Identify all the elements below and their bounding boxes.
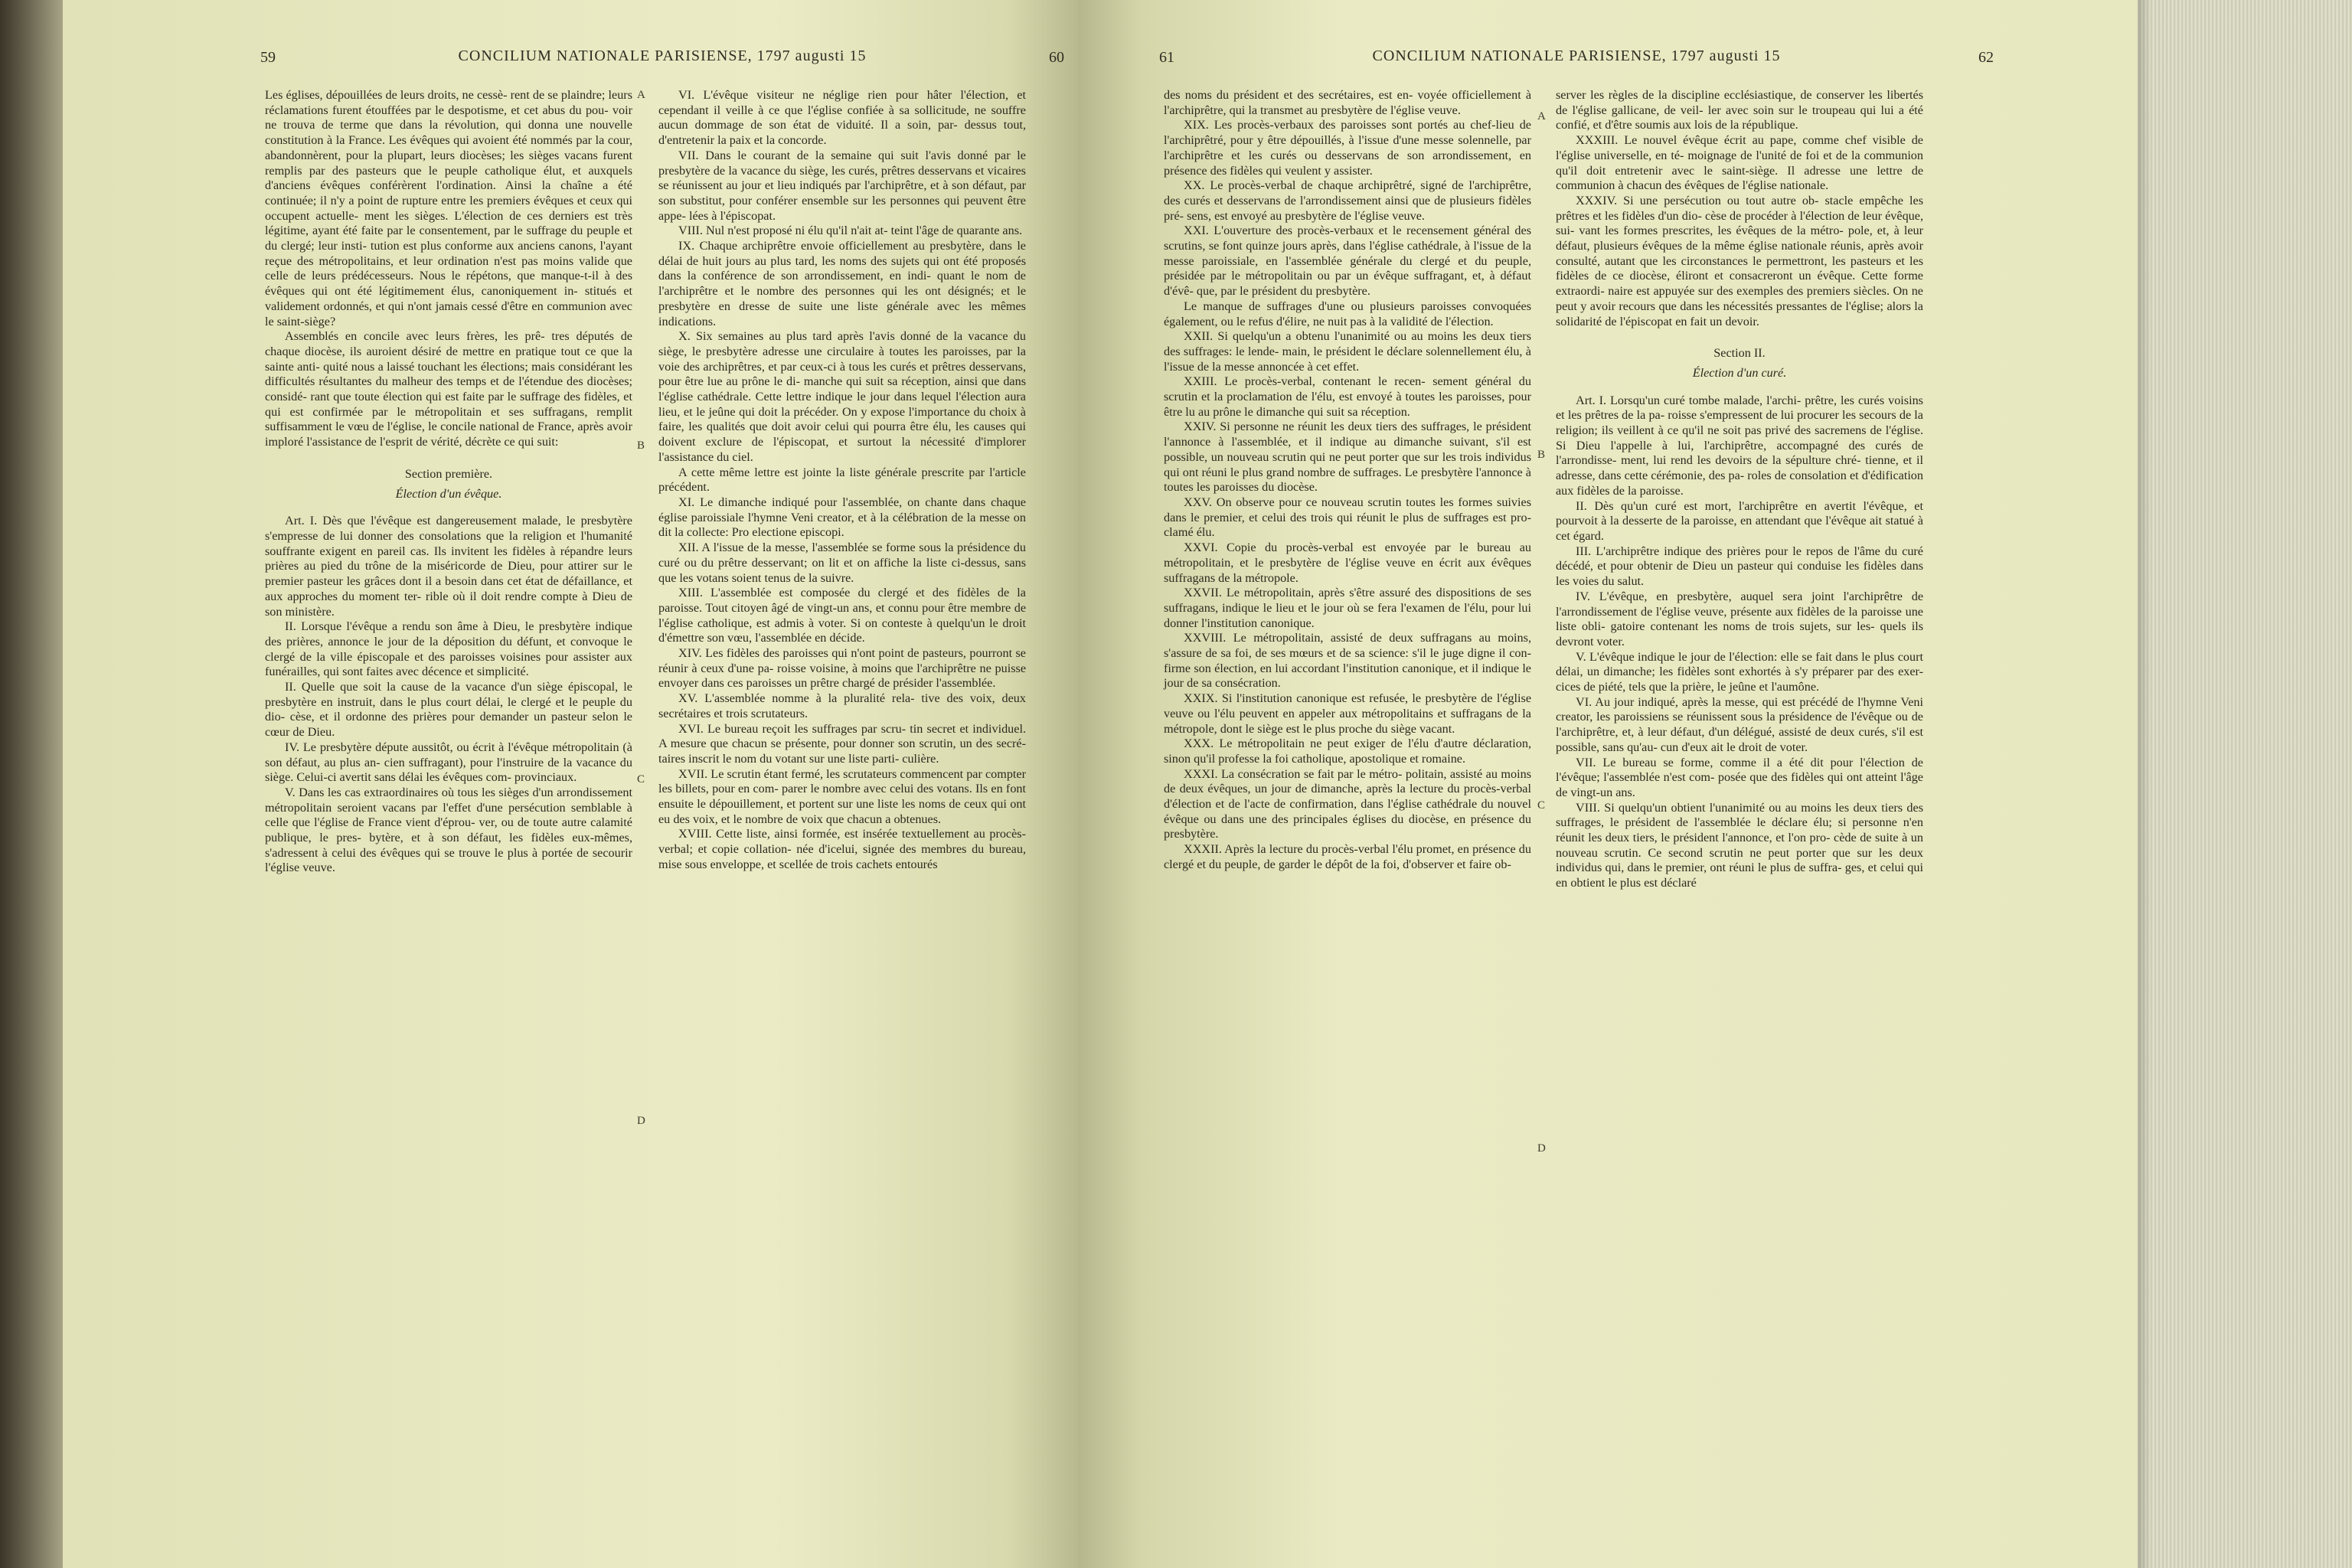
section-subtitle: Élection d'un évêque. <box>395 486 502 501</box>
article: IX. Chaque archiprêtre envoie officiellement au presbytère, dans le délai de huit jours au plus tard, les noms des sujets qui ont été proposés dans la conférence de son arrondissement, en indi- quant le nom de l'archiprêtre et le nombre des personnes qui les ont désignés; et le presbytère en dresse de suite une liste générale avec les mêmes indications. <box>658 239 1026 328</box>
book-left-edge <box>0 0 63 1568</box>
section-subtitle: Élection d'un curé. <box>1692 365 1787 380</box>
article: A cette même lettre est jointe la liste générale prescrite par l'article précédent. <box>658 465 1026 495</box>
article: Art. I. Lorsqu'un curé tombe malade, l'archi- prêtre, les curés voisins et les prêtres de la pa- roisse s'empressent de lui procurer les secours de la religion; ils veillent à ce qu'il ne soit pas privé des sacremens de l'église. Si Dieu l'appelle à lui, l'archiprêtre, accompagné des curés de l'arrondisse- ment, lui rend les devoirs de la sépulture chré- tienne, et il adresse, dans cette cérémonie, des pa- roles de consolation et d'édification aux fidèles de la paroisse. <box>1556 393 1923 498</box>
page-number: 62 <box>1978 49 1994 66</box>
page-stack-edge <box>2138 0 2352 1568</box>
margin-marker: A <box>1537 110 1546 122</box>
article: VI. L'évêque visiteur ne néglige rien pour hâter l'élection, et cependant il veille à ce que l'église confiée à sa sollicitude, ne souffre aucun dommage de son état de viduité. Il a soin, par- dessus tout, d'entretenir la paix et la concorde. <box>658 88 1026 148</box>
article: II. Quelle que soit la cause de la vacance d'un siège épiscopal, le presbytère en instruit, dans le plus court délai, le clergé et le peuple du dio- cèse, et il ordonne des prières pour demander un pasteur selon le cœur de Dieu. <box>265 680 632 740</box>
margin-marker: B <box>1537 449 1546 461</box>
margin-marker: C <box>637 773 645 786</box>
page-stack-shadow <box>2138 0 2151 1568</box>
page-number: 59 <box>260 49 276 66</box>
text-column-1 <box>265 88 632 876</box>
article: XXVIII. Le métropolitain, assisté de deux suffragans au moins, s'assure de sa foi, de ses mœurs et de sa science: s'il le juge digne il con- firme son élection, en lui accordant l'institution canonique, et il indique le jour de sa consécration. <box>1164 631 1531 691</box>
article: XXXI. La consécration se fait par le métro- politain, assisté au moins de deux évêques, un jour de dimanche, après la lecture du procès-verbal d'élection et de l'acte de confirmation, dans l'église cathédrale du nouvel évêque ou dans une des principales églises du diocèse, en présence du presbytère. <box>1164 766 1531 841</box>
article: VI. Au jour indiqué, après la messe, qui est précédé de l'hymne Veni creator, les paroissiens se réunissent sous la présidence de l'évêque ou de l'archiprêtre, et, à leur défaut, d'un délégué, assisté de deux curés, s'il est possible, sans qu'au- cun d'eux ait le droit de voter. <box>1556 694 1923 754</box>
article: XXIX. Si l'institution canonique est refusée, le presbytère de l'église veuve ou l'élu peuvent en appeler aux métropolitains et suffragans de la métropole, dont le siège est le plus proche du siège vacant. <box>1164 691 1531 736</box>
running-head-left <box>260 47 1064 78</box>
paragraph: XXXIII. Le nouvel évêque écrit au pape, comme chef visible de l'église universelle, en té- moignage de l'unité de foi et de la communion qu'il doit entretenir avec le saint-siège. Il adresse une lettre de communion à chacun des évêques de l'église nationale. <box>1556 133 1923 193</box>
article: XIII. L'assemblée est composée du clergé et des fidèles de la paroisse. Tout citoyen âgé de vingt-un ans, et connu pour être membre de l'église catholique, est admis à voter. Si on conteste à quelqu'un le droit d'émettre son vœu, l'assemblée en décide. <box>658 586 1026 645</box>
article: XXIII. Le procès-verbal, contenant le recen- sement général du scrutin et la proclamation de l'élu, est envoyé à toutes les paroisses, pour être lu au prône le dimanche qui suit sa réception. <box>1164 374 1531 419</box>
article: des noms du président et des secrétaires, est en- voyée officiellement à l'archiprêtre, qui la transmet au presbytère de l'église veuve. <box>1164 88 1531 117</box>
text-column-1 <box>1164 88 1531 873</box>
margin-marker: B <box>637 439 645 452</box>
text-column-2 <box>658 88 1026 873</box>
margin-marker: C <box>1537 799 1546 812</box>
article: XV. L'assemblée nomme à la pluralité rela- tive des voix, deux secrétaires et trois scrutateurs. <box>658 691 1026 720</box>
article: XII. A l'issue de la messe, l'assemblée se forme sous la présidence du curé ou du prêtre desservant; on lit et on affiche la liste ci-dessus, sans que les votans soient tenus de la suivre. <box>658 541 1026 585</box>
article: II. Dès qu'un curé est mort, l'archiprêtre en avertit l'évêque, et pourvoit à la desserte de la paroisse, en attendant que l'évêque ait statué à cet égard. <box>1556 498 1923 543</box>
page-number: 60 <box>1049 49 1064 66</box>
article: XXIV. Si personne ne réunit les deux tiers des suffrages, le président l'annonce à l'assemblée, et il indique au dimanche suivant, s'il est possible, un nouveau scrutin qui ne peut porter que sur les trois individus qui ont réuni le plus grand nombre de suffrages. Le presbytère l'annonce à toutes les paroisses du diocèse. <box>1164 420 1531 495</box>
article: VIII. Si quelqu'un obtient l'unanimité ou au moins les deux tiers des suffrages, le président de l'assemblée le déclare élu; si personne n'en réunit les deux tiers, le président l'annonce, et l'on pro- cède de suite à un nouveau scrutin. Ce second scrutin ne peut porter que sur les deux individus qui, dans le premier, ont réuni le plus de suffra- ges, et celui qui en obtient le plus est déclaré <box>1556 800 1923 890</box>
right-page <box>1078 0 2138 1568</box>
margin-marker: D <box>1537 1142 1546 1155</box>
article: VIII. Nul n'est proposé ni élu qu'il n'ait at- teint l'âge de quarante ans. <box>678 224 1023 238</box>
article: X. Six semaines au plus tard après l'avis donné de la vacance du siège, le presbytère adresse une circulaire à toutes les paroisses, par la voie des archiprêtres, et par ceux-ci à tous les curés et prêtres desservans, pour être lue au prône le di- manche qui suit sa réception, ainsi que dans l'église cathédrale. Cette lettre indique le jour dans lequel l'élection aura lieu, et le jeûne qui doit la précéder. On y expose l'importance du choix à faire, les qualités que doit avoir celui qui pourra être élu, les causes qui doivent exclure de l'épiscopat, et surtout la nécessité d'implorer l'assistance du ciel. <box>658 329 1026 464</box>
article: V. Dans les cas extraordinaires où tous les sièges d'un arrondissement métropolitain seroient vacans par l'effet d'une persécution semblable à celle que l'église de France vient d'éprou- ver, ou de toute autre calamité publique, le pres- bytère, et à son défaut, les fidèles eux-mêmes, s'adressent à celui des évêques qui se trouve le plus à portée de secourir l'église veuve. <box>265 785 632 875</box>
section-heading: Section II. <box>1713 346 1766 361</box>
article: III. L'archiprêtre indique des prières pour le repos de l'âme du curé décédé, et pour obtenir de Dieu un pasteur qui conduise les fidèles dans les voies du salut. <box>1556 544 1923 589</box>
article: XXV. On observe pour ce nouveau scrutin toutes les formes suivies dans le premier, et celui des trois qui réunit le plus de suffrages est pro- clamé élu. <box>1164 495 1531 540</box>
article: XX. Le procès-verbal de chaque archiprêtré, signé de l'archiprêtre, des curés et desservans de l'arrondissement ainsi que de plusieurs fidèles pré- sens, est envoyé au presbytère de l'église veuve. <box>1164 178 1531 223</box>
paragraph: XXXIV. Si une persécution ou tout autre ob- stacle empêche les prêtres et les fidèles d'un dio- cèse de procéder à l'élection de leur évêque, sui- vant les formes prescrites, les évêques de la métro- pole, et, à leur défaut, plusieurs évêques de la même église nationale réunis, après avoir consulté, autant que les circonstances le permettront, les pasteurs et les fidèles de ce diocèse, éliront et consacreront un évêque. Cette forme extraordi- naire est appuyée sur des exemples des premiers siècles. On ne peut y avoir recours que dans les nécessités pressantes de l'église; alors la solidarité de l'épiscopat en fait un devoir. <box>1556 193 1923 328</box>
article: IV. Le presbytère députe aussitôt, ou écrit à l'évêque métropolitain (à son défaut, au plus an- cien suffragant), pour l'instruire de la vacance du siège. Celui-ci avertit sans délai les évêques com- provinciaux. <box>265 740 632 785</box>
running-title: CONCILIUM NATIONALE PARISIENSE, 1797 augusti 15 <box>458 47 867 64</box>
article: Le manque de suffrages d'une ou plusieurs paroisses convoquées également, ou le refus d'élire, ne nuit pas à la validité de l'élection. <box>1164 299 1531 328</box>
article: II. Lorsque l'évêque a rendu son âme à Dieu, le presbytère indique des prières, annonce le jour de la déposition du défunt, et convoque le clergé de la ville épiscopale et des paroisses voisines pour assister aux funérailles, qui sont faites avec décence et simplicité. <box>265 619 632 679</box>
article: VII. Le bureau se forme, comme il a été dit pour l'élection de l'évêque; l'assemblée n'est com- posée que des fidèles qui ont atteint l'âge de vingt-un ans. <box>1556 755 1923 799</box>
left-page <box>63 0 1078 1568</box>
page-number: 61 <box>1159 49 1174 66</box>
article: Art. I. Dès que l'évêque est dangereusement malade, le presbytère s'empresse de lui donner des consolations que la religion et l'humanité souffrante exigent en pareil cas. Ils invitent les fidèles à répandre leurs prières au pied du trône de la miséricorde de Dieu, pour attirer sur le premier pasteur les grâces dont il a besoin dans cet état de défaillance, et aux approches du moment ter- rible où il doit rendre compte à Dieu de son ministère. <box>265 514 632 619</box>
article: XXVI. Copie du procès-verbal est envoyée par le bureau au métropolitain, et le presbytère de l'église veuve en écrit aux évêques suffragans de la métropole. <box>1164 541 1531 585</box>
running-head-right <box>1159 47 1994 78</box>
paragraph: server les règles de la discipline ecclésiastique, de conserver les libertés de l'église gallicane, de veil- ler avec soin sur le troupeau qui lui a été confié, et d'être soumis aux lois de la république. <box>1556 88 1923 132</box>
article: XI. Le dimanche indiqué pour l'assemblée, on chante dans chaque église paroissiale l'hymne Veni creator, et à la célébration de la messe on dit la collecte: Pro electione episcopi. <box>658 495 1026 540</box>
margin-marker: D <box>637 1115 645 1127</box>
paragraph: Les églises, dépouillées de leurs droits, ne cessè- rent de se plaindre; leurs réclamations furent étouffées par le despotisme, et cet abus du pou- voir ne trouva de terme que dans la révolution, qui donna une nouvelle constitution à la France. Les évêques qui avoient été nommés par la cour, abandonnèrent, pour la plupart, leurs diocèses; les sièges vacans furent remplis par des pasteurs que le peuple catholique élut, et auxquels d'anciens évêques conférèrent l'ordination. Ainsi la chaîne a été continuée; il n'y a point de rupture entre les premiers évêques et ceux qui occupent actuelle- ment les sièges. L'élection de ces derniers est très légitime, ayant été faite par le consentement, par le suffrage du peuple et du clergé; leur insti- tution est plus conforme aux anciens canons, l'ayant reçue des métropolitains, et leur ordination n'est pas moins valide que celle de leurs prédécesseurs. Nous le répétons, que manque-t-il à des évêques qui ont été légitimement élus, canoniquement in- stitués et validement ordonnés, et qui n'ont jamais cessé d'être en communion avec le saint-siège? <box>265 88 632 328</box>
article: XXII. Si quelqu'un a obtenu l'unanimité ou au moins les deux tiers des suffrages: le lende- main, le président le déclare solennellement élu, à l'issue de la messe annoncée à cet effet. <box>1164 329 1531 374</box>
paragraph: Assemblés en concile avec leurs frères, les prê- tres députés de chaque diocèse, ils auroient désiré de mettre en pratique tout ce que la sainte anti- quité nous a laissé touchant les élections; mais considérant les difficultés résultantes du malheur des temps et de l'étendue des diocèses; considé- rant que toute élection qui est faite par le suffrage des fidèles, et qui est confirmée par le métropolitain et ses suffragans, remplit suffisamment le vœu de l'église, le concile national de France, après avoir imploré l'assistance de l'esprit de vérité, décrète ce qui suit: <box>265 329 632 449</box>
text-column-2 <box>1556 88 1923 891</box>
article: VII. Dans le courant de la semaine qui suit l'avis donné par le presbytère de la vacance du siège, les curés, prêtres desservans et vicaires se réunissent au jour et lieu indiqués par l'archiprêtre, et à son défaut, par son substitut, pour conférer ensemble sur les personnes qui peuvent être appe- lées à l'épiscopat. <box>658 148 1026 223</box>
article: IV. L'évêque, en presbytère, auquel sera joint l'archiprêtre de l'arrondissement de l'église veuve, présente aux fidèles de la paroisse une liste obli- gatoire contenant les noms de trois sujets, sur les- quels ils devront voter. <box>1556 589 1923 648</box>
article: XXX. Le métropolitain ne peut exiger de l'élu d'autre déclaration, sinon qu'il professe la foi catholique, apostolique et romaine. <box>1164 737 1531 766</box>
article: XXXII. Après la lecture du procès-verbal l'élu promet, en présence du clergé et du peuple, de garder le dépôt de la foi, d'observer et faire ob- <box>1164 842 1531 871</box>
article: XVI. Le bureau reçoit les suffrages par scru- tin secret et individuel. A mesure que chacun se présente, pour donner son scrutin, un des secré- taires inscrit le nom du votant sur une liste parti- culière. <box>658 721 1026 766</box>
article: V. L'évêque indique le jour de l'élection: elle se fait dans le plus court délai, un dimanche; les fidèles sont exhortés à s'y préparer par des exer- cices de piété, tels que la prière, le jeûne et l'aumône. <box>1556 649 1923 694</box>
article: XXI. L'ouverture des procès-verbaux et le recensement général des scrutins, se font quinze jours après, dans l'église cathédrale, à l'issue de la messe paroissiale, en l'assemblée générale du clergé et du peuple, présidée par le métropolitain ou par un évêque suffragant, et, à défaut d'évê- que, par le président du presbytère. <box>1164 224 1531 299</box>
running-title: CONCILIUM NATIONALE PARISIENSE, 1797 augusti 15 <box>1372 47 1781 64</box>
section-heading: Section première. <box>404 466 493 481</box>
article: XIV. Les fidèles des paroisses qui n'ont point de pasteurs, pourront se réunir à ceux d'une pa- roisse voisine, à moins que l'archiprêtre ne puisse envoyer dans ces paroisses un prêtre chargé de présider l'assemblée. <box>658 646 1026 691</box>
margin-marker: A <box>637 89 645 101</box>
article: XXVII. Le métropolitain, après s'être assuré des dispositions de ses suffragans, indique le lieu et le jour où se fera l'examen de l'élu, pour lui donner l'institution canonique. <box>1164 586 1531 630</box>
article: XVII. Le scrutin étant fermé, les scrutateurs commencent par compter les billets, pour en com- parer le nombre avec celui des votans. Ils en font ensuite le dépouillement, et portent sur une liste les noms de ceux qui ont eu des voix, et le nombre de voix que chacun a obtenues. <box>658 766 1026 826</box>
article: XIX. Les procès-verbaux des paroisses sont portés au chef-lieu de l'archiprêtré, pour y être dépouillés, à l'issue d'une messe solennelle, par l'archiprêtre et les curés ou desservans de son arrondissement, en présence des fidèles qui veulent y assister. <box>1164 118 1531 178</box>
article: XVIII. Cette liste, ainsi formée, est insérée textuellement au procès-verbal; et copie collation- née d'icelui, signée des membres du bureau, mise sous enveloppe, et scellée de trois cachets entourés <box>658 827 1026 871</box>
